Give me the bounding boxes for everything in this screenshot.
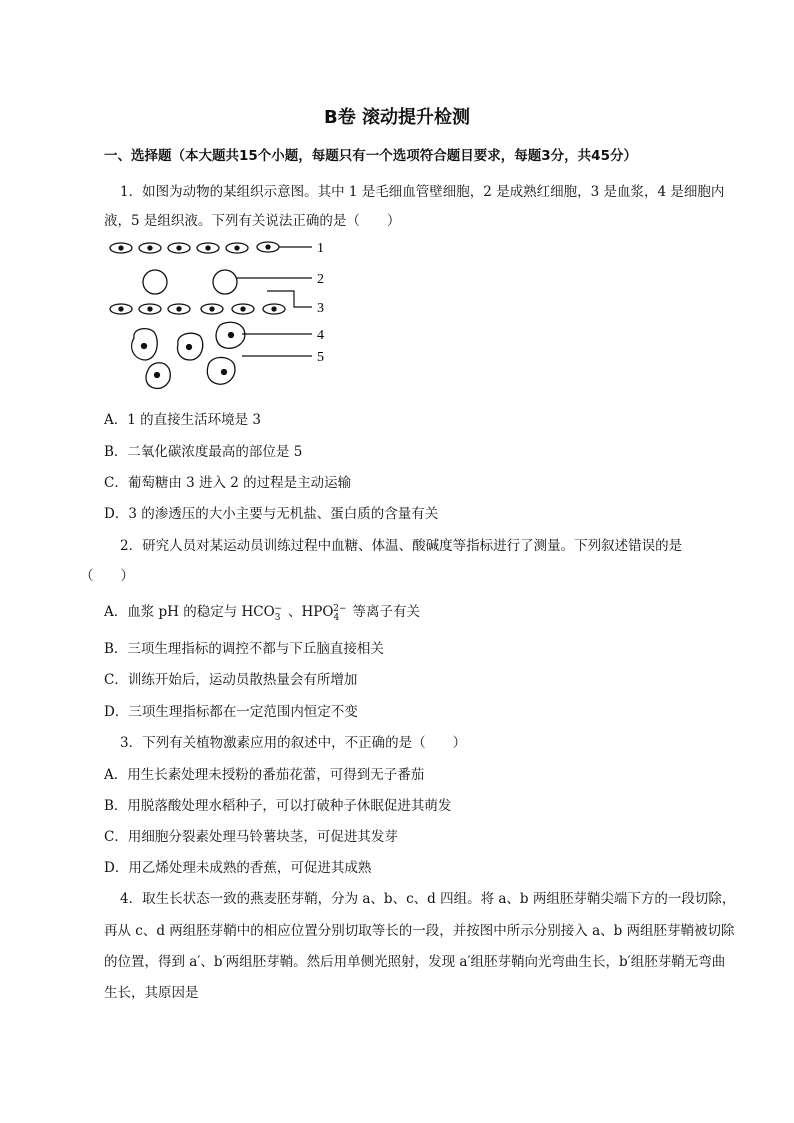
- q1-option-b: B．二氧化碳浓度最高的部位是 5: [104, 444, 303, 460]
- red-blood-cell: [143, 270, 167, 294]
- figure-label-1: 1: [317, 241, 324, 256]
- hpo4-subscript: 4: [333, 612, 340, 623]
- figure-label-5: 5: [317, 350, 324, 365]
- q2-stem-line2: （ ）: [80, 568, 134, 584]
- q2-option-d: D．三项生理指标都在一定范围内恒定不变: [104, 704, 358, 720]
- q2-stem-line1: 2．研究人员对某运动员训练过程中血糖、体温、酸碱度等指标进行了测量。下列叙述错误的是: [120, 538, 683, 554]
- q4-line3: 的位置，得到 a′、b′两组胚芽鞘。然后用单侧光照射，发现 a′组胚芽鞘向光弯曲生长，b′组胚芽鞘无弯曲: [104, 954, 726, 970]
- capillary-wall-cells-bottom: [110, 304, 285, 314]
- hco3-subscript: 3: [274, 612, 281, 623]
- q3-stem: 3．下列有关植物激素应用的叙述中，不正确的是（ ）: [120, 735, 467, 751]
- tissue-cells: [132, 322, 245, 388]
- figure-label-3: 3: [317, 301, 324, 316]
- capillary-wall-cells-top: [110, 242, 279, 253]
- q3-option-a: A．用生长素处理未授粉的番茄花蕾，可得到无子番茄: [104, 767, 425, 783]
- q2-option-a-prefix: A．血浆 pH 的稳定与 HCO: [104, 604, 275, 620]
- page-title: B卷 滚动提升检测: [324, 107, 470, 128]
- q2-option-c: C．训练开始后，运动员散热量会有所增加: [104, 672, 358, 688]
- q1-option-a: A．1 的直接生活环境是 3: [104, 412, 262, 428]
- q1-stem-line1: 1．如图为动物的某组织示意图。其中 1 是毛细血管壁细胞，2 是成熟红细胞，3 是血浆，4 是细胞内: [120, 184, 725, 200]
- q2-option-b: B．三项生理指标的调控不都与下丘脑直接相关: [104, 641, 384, 657]
- q2-option-a-mid: 、HPO: [288, 604, 334, 620]
- q2-option-a: [104, 600, 420, 623]
- q2-option-a-suffix: 等离子有关: [352, 604, 420, 620]
- q1-option-c: C．葡萄糖由 3 进入 2 的过程是主动运输: [104, 475, 352, 491]
- hpo4-charge: 2−: [333, 603, 347, 614]
- q1-option-d: D．3 的渗透压的大小主要与无机盐、蛋白质的含量有关: [104, 506, 439, 522]
- section-header: 一、选择题（本大题共15个小题，每题只有一个选项符合题目要求，每题3分，共45分）: [104, 148, 637, 164]
- figure-label-4: 4: [317, 328, 324, 343]
- q4-line1: 4．取生长状态一致的燕麦胚芽鞘，分为 a、b、c、d 四组。将 a、b 两组胚芽鞘尖端下方的一段切除，: [120, 891, 736, 907]
- q4-line4: 生长，其原因是: [104, 985, 199, 1001]
- figure-label-2: 2: [317, 272, 324, 287]
- hco3-charge: −: [274, 603, 282, 614]
- tissue-figure: [104, 236, 344, 396]
- q3-option-d: D．用乙烯处理未成熟的香蕉，可促进其成熟: [104, 860, 372, 876]
- q1-stem-line2: 液，5 是组织液。下列有关说法正确的是（ ）: [104, 213, 401, 229]
- q3-option-b: B．用脱落酸处理水稻种子，可以打破种子休眠促进其萌发: [104, 798, 452, 814]
- q4-line2: 再从 c、d 两组胚芽鞘中的相应位置分别切取等长的一段，并按图中所示分别接入 a、b 两组胚芽鞘被切除: [104, 923, 735, 939]
- q3-option-c: C．用细胞分裂素处理马铃薯块茎，可促进其发芽: [104, 829, 398, 845]
- red-blood-cell: [213, 270, 237, 294]
